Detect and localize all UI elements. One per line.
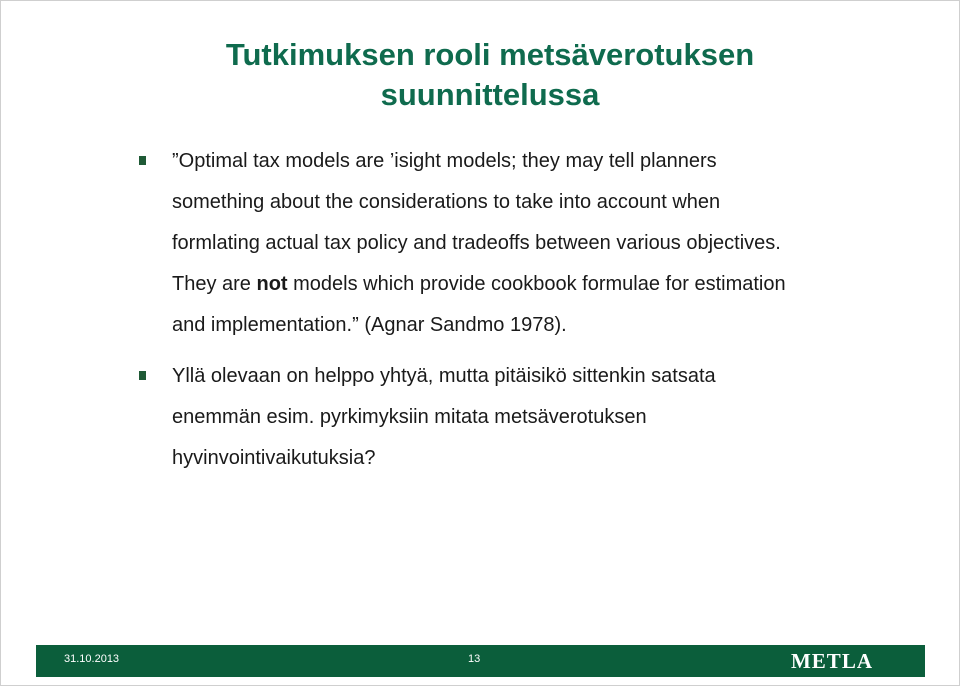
quote-text-after: models which provide cookbook formulae for estimation and implementation.” (Agnar Sandmo 1978). — [172, 273, 786, 336]
slide-title — [101, 35, 879, 115]
quote-text-before: ”Optimal tax models are ’isight models; they may tell planners something about the considerations to take into account when formlating actual tax policy and tradeoffs between various objectives. They are — [172, 150, 781, 295]
bullet-list — [139, 141, 799, 479]
footer-date: 31.10.2013 — [64, 653, 120, 665]
bullet-item-quote — [139, 141, 799, 346]
comment-text: Yllä olevaan on helppo yhtyä, mutta pitäisikö sittenkin satsata enemmän esim. pyrkimyksiin mitata metsäverotuksen hyvinvointivaikutuksia? — [172, 365, 716, 469]
page-number: 13 — [468, 653, 481, 665]
title-line-1: Tutkimuksen rooli metsäverotuksen — [225, 37, 755, 72]
square-bullet-icon — [139, 371, 146, 380]
title-line-2: suunnittelussa — [380, 77, 600, 112]
square-bullet-icon — [139, 156, 146, 165]
bullet-item-comment — [139, 356, 799, 479]
footer-bar — [36, 645, 925, 677]
quote-emphasis: not — [256, 273, 288, 295]
metla-logo: METLA — [790, 649, 873, 673]
